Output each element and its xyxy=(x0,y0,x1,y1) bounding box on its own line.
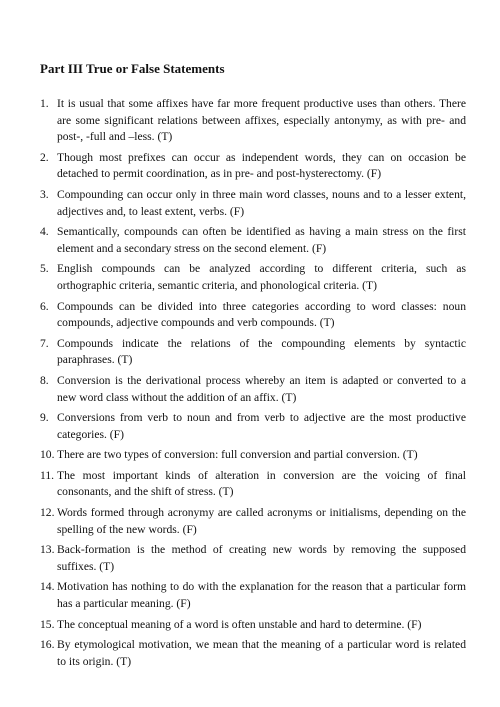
list-item xyxy=(40,637,466,670)
item-number: 12. xyxy=(40,506,55,520)
item-number: 3. xyxy=(40,187,49,201)
item-text: English compounds can be analyzed according to different criteria, such as orthographic criteria, semantic criteria, and phonological criteria. (T) xyxy=(57,262,466,292)
item-number: 7. xyxy=(40,336,49,350)
item-text: Though most prefixes can occur as independent words, they can on occasion be detached to permit coordination, as in pre- and post-hysterectomy. (F) xyxy=(57,150,466,181)
item-number: 5. xyxy=(40,262,49,276)
item-number: 2. xyxy=(40,150,49,164)
item-number: 15. xyxy=(40,617,55,631)
item-number: 6. xyxy=(40,299,49,313)
item-text: Conversion is the derivational process whereby an item is adapted or converted to a new word class without the addition of an affix. (T) xyxy=(57,373,466,404)
item-number: 4. xyxy=(40,225,49,239)
item-text: Conversions from verb to noun and from verb to adjective are the most productive categories. (F) xyxy=(57,411,466,441)
item-text: Compounds can be divided into three categories according to word classes: noun compounds, adjective compounds and verb compounds. (T) xyxy=(57,299,466,330)
list-item xyxy=(40,617,466,634)
list-item xyxy=(40,96,466,146)
item-number: 13. xyxy=(40,543,55,557)
item-text: Semantically, compounds can often be identified as having a main stress on the first element and a secondary stress on the second element. (F) xyxy=(57,225,466,255)
list-item xyxy=(40,299,466,332)
list-item xyxy=(40,150,466,183)
list-item xyxy=(40,336,466,369)
list-item xyxy=(40,579,466,612)
list-item xyxy=(40,187,466,220)
item-number: 8. xyxy=(40,373,49,387)
list-item xyxy=(40,261,466,294)
item-number: 10. xyxy=(40,448,55,462)
item-text: The most important kinds of alteration in conversion are the voicing of final consonants, and the shift of stress. (T) xyxy=(57,468,466,499)
list-item xyxy=(40,447,466,464)
item-number: 9. xyxy=(40,411,49,425)
item-text: The conceptual meaning of a word is often unstable and hard to determine. (F) xyxy=(57,617,422,631)
item-text: There are two types of conversion: full conversion and partial conversion. (T) xyxy=(57,448,418,462)
item-text: Compounds indicate the relations of the compounding elements by syntactic paraphrases. (T) xyxy=(57,336,466,367)
list-item xyxy=(40,373,466,406)
item-text: Back-formation is the method of creating new words by removing the supposed suffixes. (T) xyxy=(57,543,466,573)
list-item xyxy=(40,542,466,575)
item-text: It is usual that some affixes have far more frequent productive uses than others. There are some significant relations between affixes, especially antonymy, as with pre- and post-, -full and –less. (T) xyxy=(57,97,466,144)
list-item xyxy=(40,410,466,443)
item-text: Words formed through acronymy are called acronyms or initialisms, depending on the spelling of the new words. (F) xyxy=(57,506,466,536)
item-number: 1. xyxy=(40,97,49,110)
section-heading: Part III True or False Statements xyxy=(40,61,225,76)
item-text: By etymological motivation, we mean that the meaning of a particular word is related to its origin. (T) xyxy=(57,638,466,668)
list-item xyxy=(40,468,466,501)
list-item xyxy=(40,505,466,538)
item-number: 14. xyxy=(40,580,55,594)
statement-list xyxy=(40,96,466,670)
list-item xyxy=(40,224,466,257)
item-number: 11. xyxy=(40,468,55,482)
item-text: Motivation has nothing to do with the explanation for the reason that a particular form has a particular meaning. (F) xyxy=(57,580,466,611)
item-number: 16. xyxy=(40,638,55,652)
item-text: Compounding can occur only in three main word classes, nouns and to a lesser extent, adjectives and, to least extent, verbs. (F) xyxy=(57,187,466,218)
